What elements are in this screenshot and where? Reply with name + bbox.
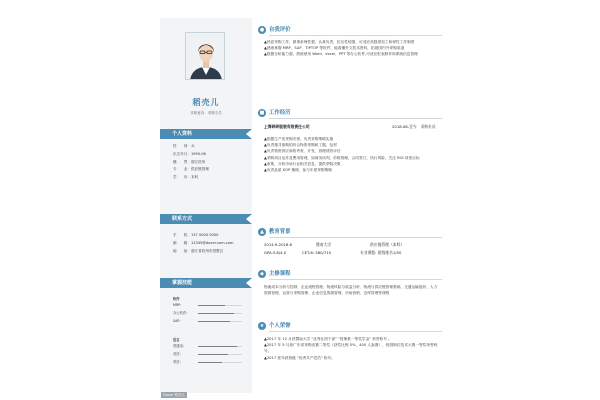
section-self-evaluation <box>258 26 442 35</box>
section-title: 自我评价 <box>269 27 291 33</box>
edu-gpa: GPA:3.8/4.0 <box>264 250 287 255</box>
work-item: ▲负责搜寻欲购的综合物资采购和工服，包材 <box>264 143 337 148</box>
work-period-role: 2018.08-至今 采购专员 <box>392 124 436 129</box>
skill-row <box>173 318 249 325</box>
contact-list <box>160 232 252 255</box>
notch-icon <box>246 214 252 224</box>
section-education <box>258 228 442 237</box>
section-title: 主修课程 <box>269 271 291 277</box>
work-item: ▲负责品质 SOP 梳理，参与年度采购策略 <box>264 168 332 173</box>
section-work-experience <box>258 109 442 118</box>
user-icon: ● <box>259 27 265 33</box>
watermark-label: Docer 稻壳儿 <box>163 393 185 397</box>
left-sidebar <box>160 18 252 393</box>
divider <box>269 35 442 36</box>
section-title: 联系方式 <box>172 216 193 222</box>
skill-fill <box>198 346 237 348</box>
skill-row <box>173 310 249 317</box>
skill-track <box>198 313 242 315</box>
skill-track <box>198 346 242 348</box>
honor-item: ▲2017 度年获校级 "优秀共产党员" 称号。 <box>264 355 335 360</box>
section-title: 掌握技能 <box>172 280 193 286</box>
work-item: ▲根据生产类采购安排，负责采购策略实施 <box>264 137 334 141</box>
main-content <box>258 18 442 393</box>
contact-phone: 手 机：137 0000 0000 <box>173 233 219 237</box>
skill-fill <box>198 354 228 356</box>
honor-item: ▲2017 年 12 月获暨南大学 "优秀社团干部" "管理系一等奖学金" 荣誉称号 。 <box>264 337 392 341</box>
skill-track <box>198 362 242 364</box>
divider <box>269 279 442 280</box>
skill-track <box>198 354 242 356</box>
briefcase-icon: ■ <box>259 110 265 116</box>
skill-row <box>173 359 249 366</box>
info-degree: 学 历：本科 <box>173 175 199 180</box>
info-gender: 性 别：女 <box>173 144 195 148</box>
skill-track <box>198 305 242 307</box>
notch-icon <box>246 129 252 139</box>
skill-fill <box>198 321 230 323</box>
skill-label: 粤语: <box>173 360 181 364</box>
contact-address: 地 址：浙江省杭州市拱墅区 <box>173 248 224 253</box>
info-major: 专 业：供应链管理 <box>173 167 209 172</box>
edu-school: 暨南大学 <box>316 242 332 247</box>
skill-track <box>198 321 242 323</box>
section-title: 工作经历 <box>269 110 291 116</box>
section-honors <box>258 322 442 331</box>
skill-row <box>173 302 249 309</box>
self-item: ▲熟练掌握 MRP、SAP、TIPTOP 等软件，能看懂外文技术资料，拓展国内外采购渠道 <box>264 46 405 51</box>
edu-major: 供应链管理（本科） <box>370 242 405 247</box>
info-hometown: 籍 贯：浙江杭州 <box>173 159 206 164</box>
skill-group-language: 语言 <box>173 338 180 342</box>
section-contact <box>160 214 252 224</box>
resume-page <box>160 18 442 393</box>
work-item: ▲负责物资供应商的考查、开发，管理绩效评估 <box>264 149 341 154</box>
skill-label: 普通话: <box>173 344 185 348</box>
work-item: ▲采购项目运作及费用管理，如商务谈判，价格管理，合同签订，执行风险，关注 ROI 项里目标 <box>264 155 420 160</box>
skill-fill <box>198 305 225 307</box>
section-courses <box>258 270 442 279</box>
info-birth: 出生年月：1995.06 <box>173 151 206 156</box>
self-evaluation-text <box>264 39 440 58</box>
courses-text <box>264 284 440 296</box>
course-item: 物流成本分析与控制、企业流程管理、物流风险与收益分析、物流与供应链管理基础、交通运输组织、人力资源管理、运营与采购管理、企业信息资源管理、市场营销、仓库管理等课程 <box>264 285 438 296</box>
divider <box>269 237 442 238</box>
self-item: ▲数据分析能力强，熟练使用 Word、excel、PPT 等办公软件,可适应报表制作和系统信息管理 <box>264 52 418 57</box>
edu-cet: CET-6: 580/710 <box>302 250 332 255</box>
divider <box>269 331 442 332</box>
skill-label: SAP: <box>173 319 181 323</box>
section-personal-info <box>160 129 252 139</box>
skill-group-software: 软件 <box>173 297 180 301</box>
company-name: 上海碎碎服装有限责任公司 <box>264 124 310 129</box>
honor-item: ▲2017 年 5 月获广东省采购竞赛二等奖（获奖比例 5%、400 人参赛），校园职位技术大赛一等奖荣誉称号。 <box>264 343 438 354</box>
candidate-name: 稻壳儿 <box>192 98 220 107</box>
self-item: ▲热爱采购工作，做事条理性强，认真负责，抗压性较强，可适应高强度加工和弹性工作制度 <box>264 40 415 44</box>
person-icon <box>186 33 225 80</box>
section-skills <box>160 278 252 288</box>
section-title: 个人资料 <box>172 131 193 137</box>
skill-row <box>173 351 249 358</box>
work-duties <box>264 136 440 173</box>
skill-row <box>173 343 249 350</box>
profile-photo <box>185 32 225 80</box>
personal-info-list <box>160 143 252 182</box>
skill-fill <box>198 313 234 315</box>
section-title: 个人荣誉 <box>269 323 291 329</box>
skill-label: 英语: <box>173 352 181 356</box>
edu-rank: 专业课程: 班级排名1/50 <box>360 250 402 255</box>
notch-icon <box>246 278 252 288</box>
graduation-cap-icon: ▲ <box>258 228 266 236</box>
skill-label: MRP: <box>173 303 182 307</box>
book-icon: ◆ <box>258 270 266 278</box>
divider <box>269 118 442 119</box>
work-item: ▲收集，分析市场行业相关信息，提供采购决策 <box>264 161 341 166</box>
job-intent: 求职意向：采购专员 <box>190 111 222 115</box>
edu-period: 2014.9-2018.6 <box>264 242 292 247</box>
contact-email: 邮 箱：12345@docer.com.com <box>173 240 234 245</box>
skill-fill <box>198 362 222 364</box>
honors-text <box>264 336 440 361</box>
section-title: 教育背景 <box>269 229 291 235</box>
skill-label: 办公软件: <box>173 311 188 315</box>
trophy-icon: ★ <box>259 323 265 329</box>
